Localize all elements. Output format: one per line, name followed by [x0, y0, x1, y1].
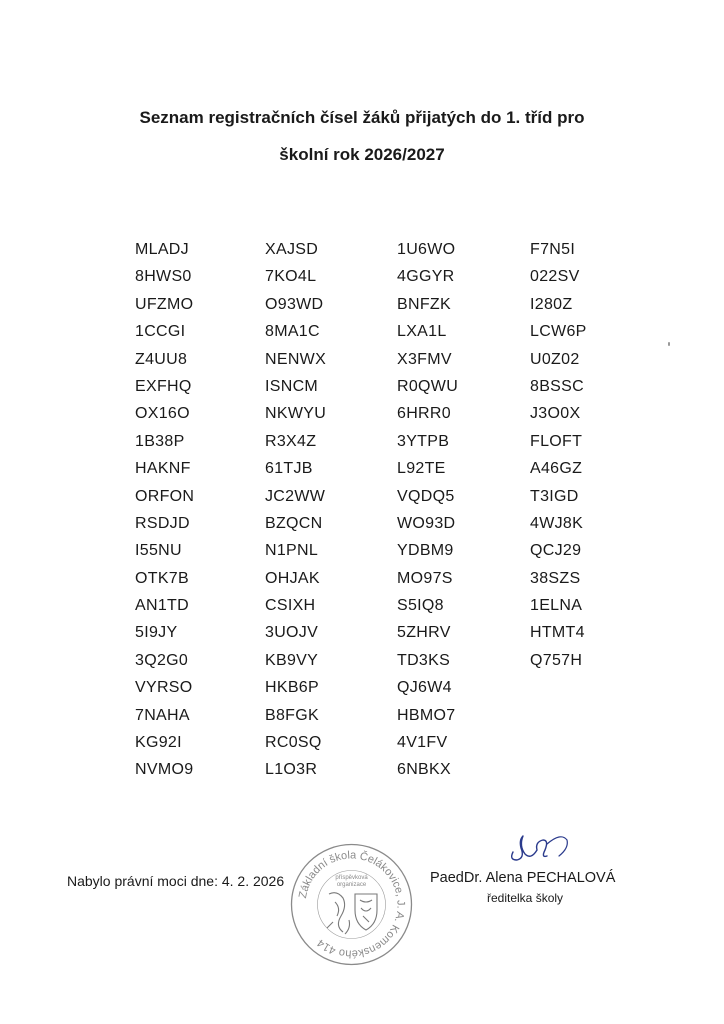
registration-code: N1PNL	[265, 542, 319, 560]
registration-code: J3O0X	[530, 405, 581, 423]
registration-code: LXA1L	[397, 323, 447, 341]
stamp-ring-text: Základní škola Čelákovice, J. A. Komenského 414	[296, 849, 407, 960]
registration-code: O93WD	[265, 295, 324, 313]
registration-code: 3Q2G0	[135, 651, 189, 669]
registration-code: R0QWU	[397, 377, 459, 395]
registration-code: KB9VY	[265, 651, 319, 669]
registration-code: QJ6W4	[397, 679, 452, 697]
registration-code: I55NU	[135, 542, 182, 560]
registration-code: 7NAHA	[135, 706, 190, 724]
code-column-3	[397, 240, 458, 788]
registration-code: CSIXH	[265, 597, 316, 615]
registration-code: L1O3R	[265, 761, 318, 779]
code-column-2	[265, 240, 326, 788]
registration-code: 61TJB	[265, 460, 313, 478]
registration-code: NVMO9	[135, 761, 194, 779]
registration-code: HBMO7	[397, 706, 456, 724]
school-stamp-icon	[289, 842, 414, 967]
document-title-line-2: školní rok 2026/2027	[279, 145, 445, 164]
registration-code: MO97S	[397, 569, 453, 587]
registration-code: HAKNF	[135, 460, 191, 478]
registration-code: 8BSSC	[530, 377, 584, 395]
registration-code: Z4UU8	[135, 350, 188, 368]
stamp-center-line-1: příspěvková	[335, 875, 368, 881]
registration-code: RSDJD	[135, 514, 190, 532]
registration-code: LCW6P	[530, 323, 587, 341]
registration-code: 7KO4L	[265, 268, 317, 286]
scan-speck	[668, 342, 670, 346]
registration-code: BNFZK	[397, 295, 451, 313]
registration-code: NKWYU	[265, 405, 327, 423]
registration-code: 8HWS0	[135, 268, 192, 286]
registration-code: ISNCM	[265, 377, 319, 395]
stamp-center-line-2: organizace	[336, 882, 367, 888]
signatory-name: PaedDr. Alena PECHALOVÁ	[430, 870, 616, 886]
registration-code: I280Z	[530, 295, 573, 313]
registration-code: RC0SQ	[265, 734, 322, 752]
registration-code: 6NBKX	[397, 761, 451, 779]
registration-code: NENWX	[265, 350, 327, 368]
czech-lion-emblem-icon	[327, 893, 377, 934]
registration-code: Q757H	[530, 651, 583, 669]
registration-code: 1CCGI	[135, 323, 186, 341]
registration-code: VYRSO	[135, 679, 193, 697]
registration-code: R3X4Z	[265, 432, 317, 450]
registration-code: 38SZS	[530, 569, 581, 587]
registration-code: OHJAK	[265, 569, 320, 587]
registration-code: BZQCN	[265, 514, 323, 532]
registration-code: 5I9JY	[135, 624, 178, 642]
registration-code: MLADJ	[135, 241, 189, 258]
registration-code: 5ZHRV	[397, 624, 451, 642]
registration-code: ORFON	[135, 487, 195, 505]
document-title-line-1: Seznam registračních čísel žáků přijatých do 1. tříd pro	[139, 108, 585, 127]
registration-code: EXFHQ	[135, 377, 192, 395]
registration-code: 8MA1C	[265, 323, 320, 341]
registration-code: X3FMV	[397, 350, 452, 368]
registration-code: HKB6P	[265, 679, 319, 697]
registration-code: FLOFT	[530, 432, 583, 450]
registration-code: VQDQ5	[397, 487, 455, 505]
registration-code: WO93D	[397, 514, 456, 532]
code-column-1	[135, 240, 194, 788]
signatory-role: ředitelka školy	[487, 891, 564, 905]
registration-code: T3IGD	[530, 487, 579, 505]
code-column-4	[530, 240, 587, 678]
registration-code: 3UOJV	[265, 624, 319, 642]
registration-code: 1B38P	[135, 432, 185, 450]
registration-code: F7N5I	[530, 241, 576, 258]
registration-code: TD3KS	[397, 651, 451, 669]
registration-code: 1U6WO	[397, 241, 456, 258]
registration-code: 1ELNA	[530, 597, 583, 615]
registration-code: KG92I	[135, 734, 182, 752]
registration-code: 4WJ8K	[530, 514, 584, 532]
registration-code: HTMT4	[530, 624, 585, 642]
registration-code: AN1TD	[135, 597, 189, 615]
registration-code: 3YTPB	[397, 432, 450, 450]
registration-code: L92TE	[397, 460, 446, 478]
registration-code: XAJSD	[265, 241, 319, 258]
registration-code: U0Z02	[530, 350, 580, 368]
registration-code: 4GGYR	[397, 268, 455, 286]
registration-code: UFZMO	[135, 295, 194, 313]
registration-code: 4V1FV	[397, 734, 448, 752]
registration-code: 022SV	[530, 268, 580, 286]
handwritten-signature-icon	[505, 826, 585, 876]
registration-code: QCJ29	[530, 542, 582, 560]
effective-date: Nabylo právní moci dne: 4. 2. 2026	[67, 873, 285, 889]
registration-code: A46GZ	[530, 460, 583, 478]
registration-code: JC2WW	[265, 487, 326, 505]
registration-code: YDBM9	[397, 542, 454, 560]
registration-code: 6HRR0	[397, 405, 451, 423]
registration-code: B8FGK	[265, 706, 319, 724]
registration-code: OTK7B	[135, 569, 189, 587]
registration-code: OX16O	[135, 405, 190, 423]
registration-code: S5IQ8	[397, 597, 444, 615]
